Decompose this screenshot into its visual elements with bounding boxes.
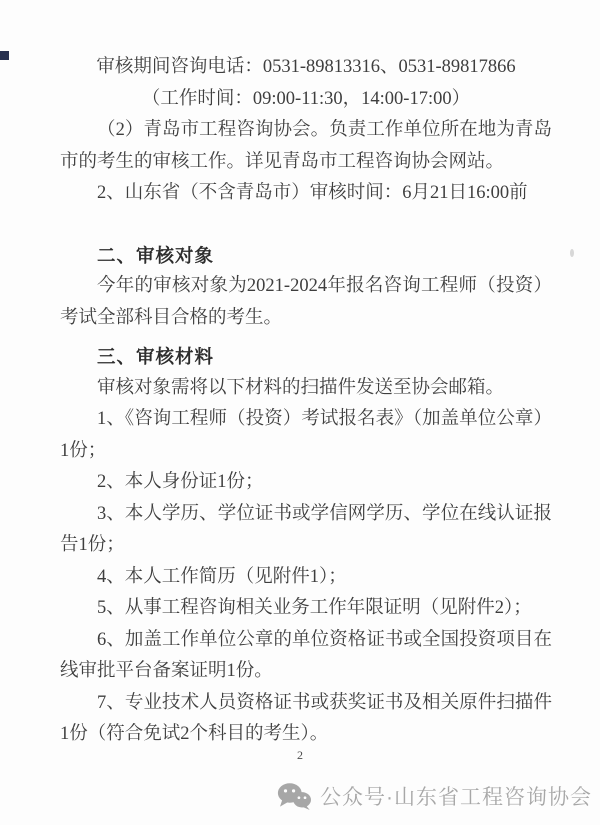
document-body bbox=[60, 52, 552, 751]
scan-speck bbox=[570, 249, 574, 257]
page-number: 2 bbox=[297, 748, 303, 762]
material-item-3: 3、本人学历、学位证书或学信网学历、学位在线认证报告1份； bbox=[60, 503, 552, 555]
material-item-4: 4、本人工作简历（见附件1）； bbox=[97, 566, 347, 587]
material-item-2: 2、本人身份证1份； bbox=[97, 472, 264, 492]
section2-body: 今年的审核对象为2021-2024年报名咨询工程师（投资）考试全部科目合格的考生。 bbox=[60, 276, 552, 328]
watermark-text: 公众号·山东省工程咨询协会 bbox=[320, 786, 592, 809]
scan-corner-mark bbox=[0, 51, 9, 60]
material-item-7: 7、专业技术人员资格证书或获奖证书及相关原件扫描件1份（符合免试2个科目的考生）。 bbox=[60, 692, 552, 744]
paragraph-qingdao: （2）青岛市工程咨询协会。负责工作单位所在地为青岛市的考生的审核工作。详见青岛市工程咨询协会网站。 bbox=[60, 120, 552, 172]
wechat-watermark bbox=[277, 781, 592, 811]
contact-phone-line: 审核期间咨询电话：0531-89813316、0531-89817866 bbox=[96, 57, 516, 77]
section-heading-review-targets: 二、审核对象 bbox=[97, 244, 215, 266]
material-item-1: 1、《咨询工程师（投资）考试报名表》（加盖单位公章）1份； bbox=[60, 409, 552, 461]
section-heading-review-materials: 三、审核材料 bbox=[97, 346, 215, 367]
material-item-6: 6、加盖工作单位公章的单位资格证书或全国投资项目在线审批平台备案证明1份。 bbox=[60, 629, 552, 681]
paragraph-shandong-deadline: 2、山东省（不含青岛市）审核时间：6月21日16:00前 bbox=[97, 183, 528, 203]
working-hours-line: （工作时间：09:00-11:30，14:00-17:00） bbox=[141, 88, 471, 109]
wechat-icon bbox=[277, 782, 311, 810]
section3-intro: 审核对象需将以下材料的扫描件发送至协会邮箱。 bbox=[97, 377, 505, 398]
material-item-5: 5、从事工程咨询相关业务工作年限证明（见附件2）； bbox=[97, 598, 532, 618]
